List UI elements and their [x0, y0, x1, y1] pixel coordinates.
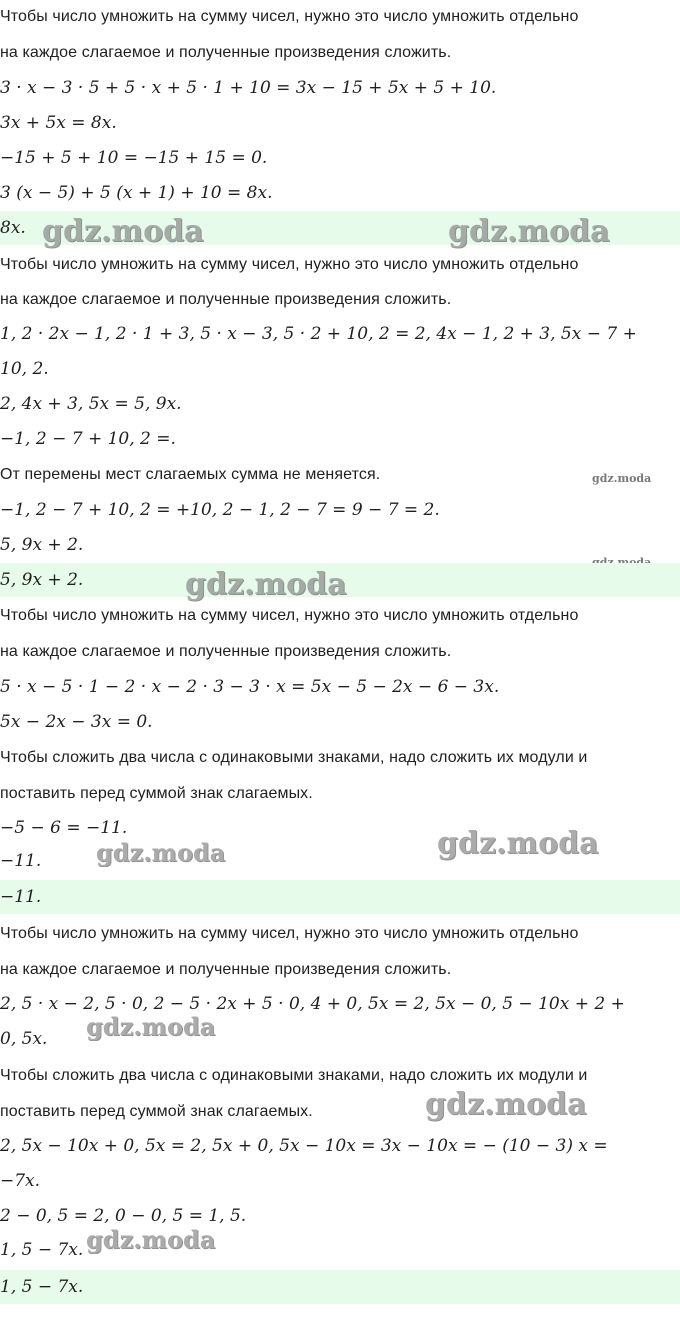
- rule-text: поставить перед суммой знак слагаемых.: [0, 1103, 313, 1120]
- answer-value: 1, 5 − 7x.: [0, 1277, 84, 1297]
- math-line: 0, 5x.: [0, 1029, 48, 1049]
- watermark-logo: gdz.moda: [437, 826, 599, 861]
- math-line: −1, 2 − 7 + 10, 2 = +10, 2 − 1, 2 − 7 = 9 − 7 = 2.: [0, 500, 440, 520]
- math-line: −5 − 6 = −11.: [0, 818, 128, 838]
- watermark-logo: gdz.moda: [86, 1225, 216, 1254]
- answer-box: [0, 1270, 680, 1304]
- answer-box: [0, 880, 680, 914]
- math-line: 2, 4x + 3, 5x = 5, 9x.: [0, 394, 182, 414]
- answer-value: −11.: [0, 887, 42, 907]
- answer-value: 8x.: [0, 218, 26, 238]
- math-line: −1, 2 − 7 + 10, 2 =.: [0, 429, 176, 449]
- math-line: −7x.: [0, 1171, 41, 1191]
- math-line: −15 + 5 + 10 = −15 + 15 = 0.: [0, 148, 268, 168]
- math-line: 1, 2 · 2x − 1, 2 · 1 + 3, 5 · x − 3, 5 · 2 + 10, 2 = 2, 4x − 1, 2 + 3, 5x − 7 +: [0, 324, 637, 344]
- watermark-logo: gdz.moda: [42, 214, 204, 249]
- math-line: 3 · x − 3 · 5 + 5 · x + 5 · 1 + 10 = 3x − 15 + 5x + 5 + 10.: [0, 78, 497, 98]
- answer-value: 5, 9x + 2.: [0, 570, 84, 590]
- math-line: 5x − 2x − 3x = 0.: [0, 712, 153, 732]
- math-line: −11.: [0, 851, 42, 871]
- math-line: 3 (x − 5) + 5 (x + 1) + 10 = 8x.: [0, 183, 273, 203]
- rule-text: на каждое слагаемое и полученные произведения сложить.: [0, 643, 452, 660]
- watermark-logo: gdz.moda: [96, 838, 226, 867]
- rule-text: Чтобы число умножить на сумму чисел, нужно это число умножить отдельно: [0, 8, 579, 25]
- rule-text: Чтобы сложить два числа с одинаковыми знаками, надо сложить их модули и: [0, 749, 588, 766]
- math-line: 1, 5 − 7x.: [0, 1240, 84, 1260]
- math-line: 2 − 0, 5 = 2, 0 − 0, 5 = 1, 5.: [0, 1206, 247, 1226]
- math-line: 5 · x − 5 · 1 − 2 · x − 2 · 3 − 3 · x = 5x − 5 − 2x − 6 − 3x.: [0, 677, 500, 697]
- rule-text: Чтобы число умножить на сумму чисел, нужно это число умножить отдельно: [0, 256, 579, 273]
- math-line: 10, 2.: [0, 359, 49, 379]
- rule-text: на каждое слагаемое и полученные произведения сложить.: [0, 44, 452, 61]
- watermark-logo: gdz.moda: [86, 1012, 216, 1041]
- watermark-logo: gdz.moda: [185, 567, 347, 602]
- rule-text: От перемены мест слагаемых сумма не меняется.: [0, 466, 381, 483]
- math-line: 2, 5 · x − 2, 5 · 0, 2 − 5 · 2x + 5 · 0, 4 + 0, 5x = 2, 5x − 0, 5 − 10x + 2 +: [0, 994, 625, 1014]
- rule-text: Чтобы число умножить на сумму чисел, нужно это число умножить отдельно: [0, 607, 579, 624]
- rule-text: Чтобы сложить два числа с одинаковыми знаками, надо сложить их модули и: [0, 1067, 588, 1084]
- math-line: 3x + 5x = 8x.: [0, 113, 117, 133]
- rule-text: поставить перед суммой знак слагаемых.: [0, 785, 313, 802]
- math-line: 5, 9x + 2.: [0, 535, 84, 555]
- watermark-logo: gdz.moda: [448, 214, 610, 249]
- math-line: 2, 5x − 10x + 0, 5x = 2, 5x + 0, 5x − 10x = 3x − 10x = − (10 − 3) x =: [0, 1136, 608, 1156]
- watermark-logo: gdz.moda: [592, 472, 652, 485]
- watermark-logo: gdz.moda: [425, 1087, 587, 1122]
- rule-text: на каждое слагаемое и полученные произведения сложить.: [0, 291, 452, 308]
- rule-text: Чтобы число умножить на сумму чисел, нужно это число умножить отдельно: [0, 925, 579, 942]
- rule-text: на каждое слагаемое и полученные произведения сложить.: [0, 961, 452, 978]
